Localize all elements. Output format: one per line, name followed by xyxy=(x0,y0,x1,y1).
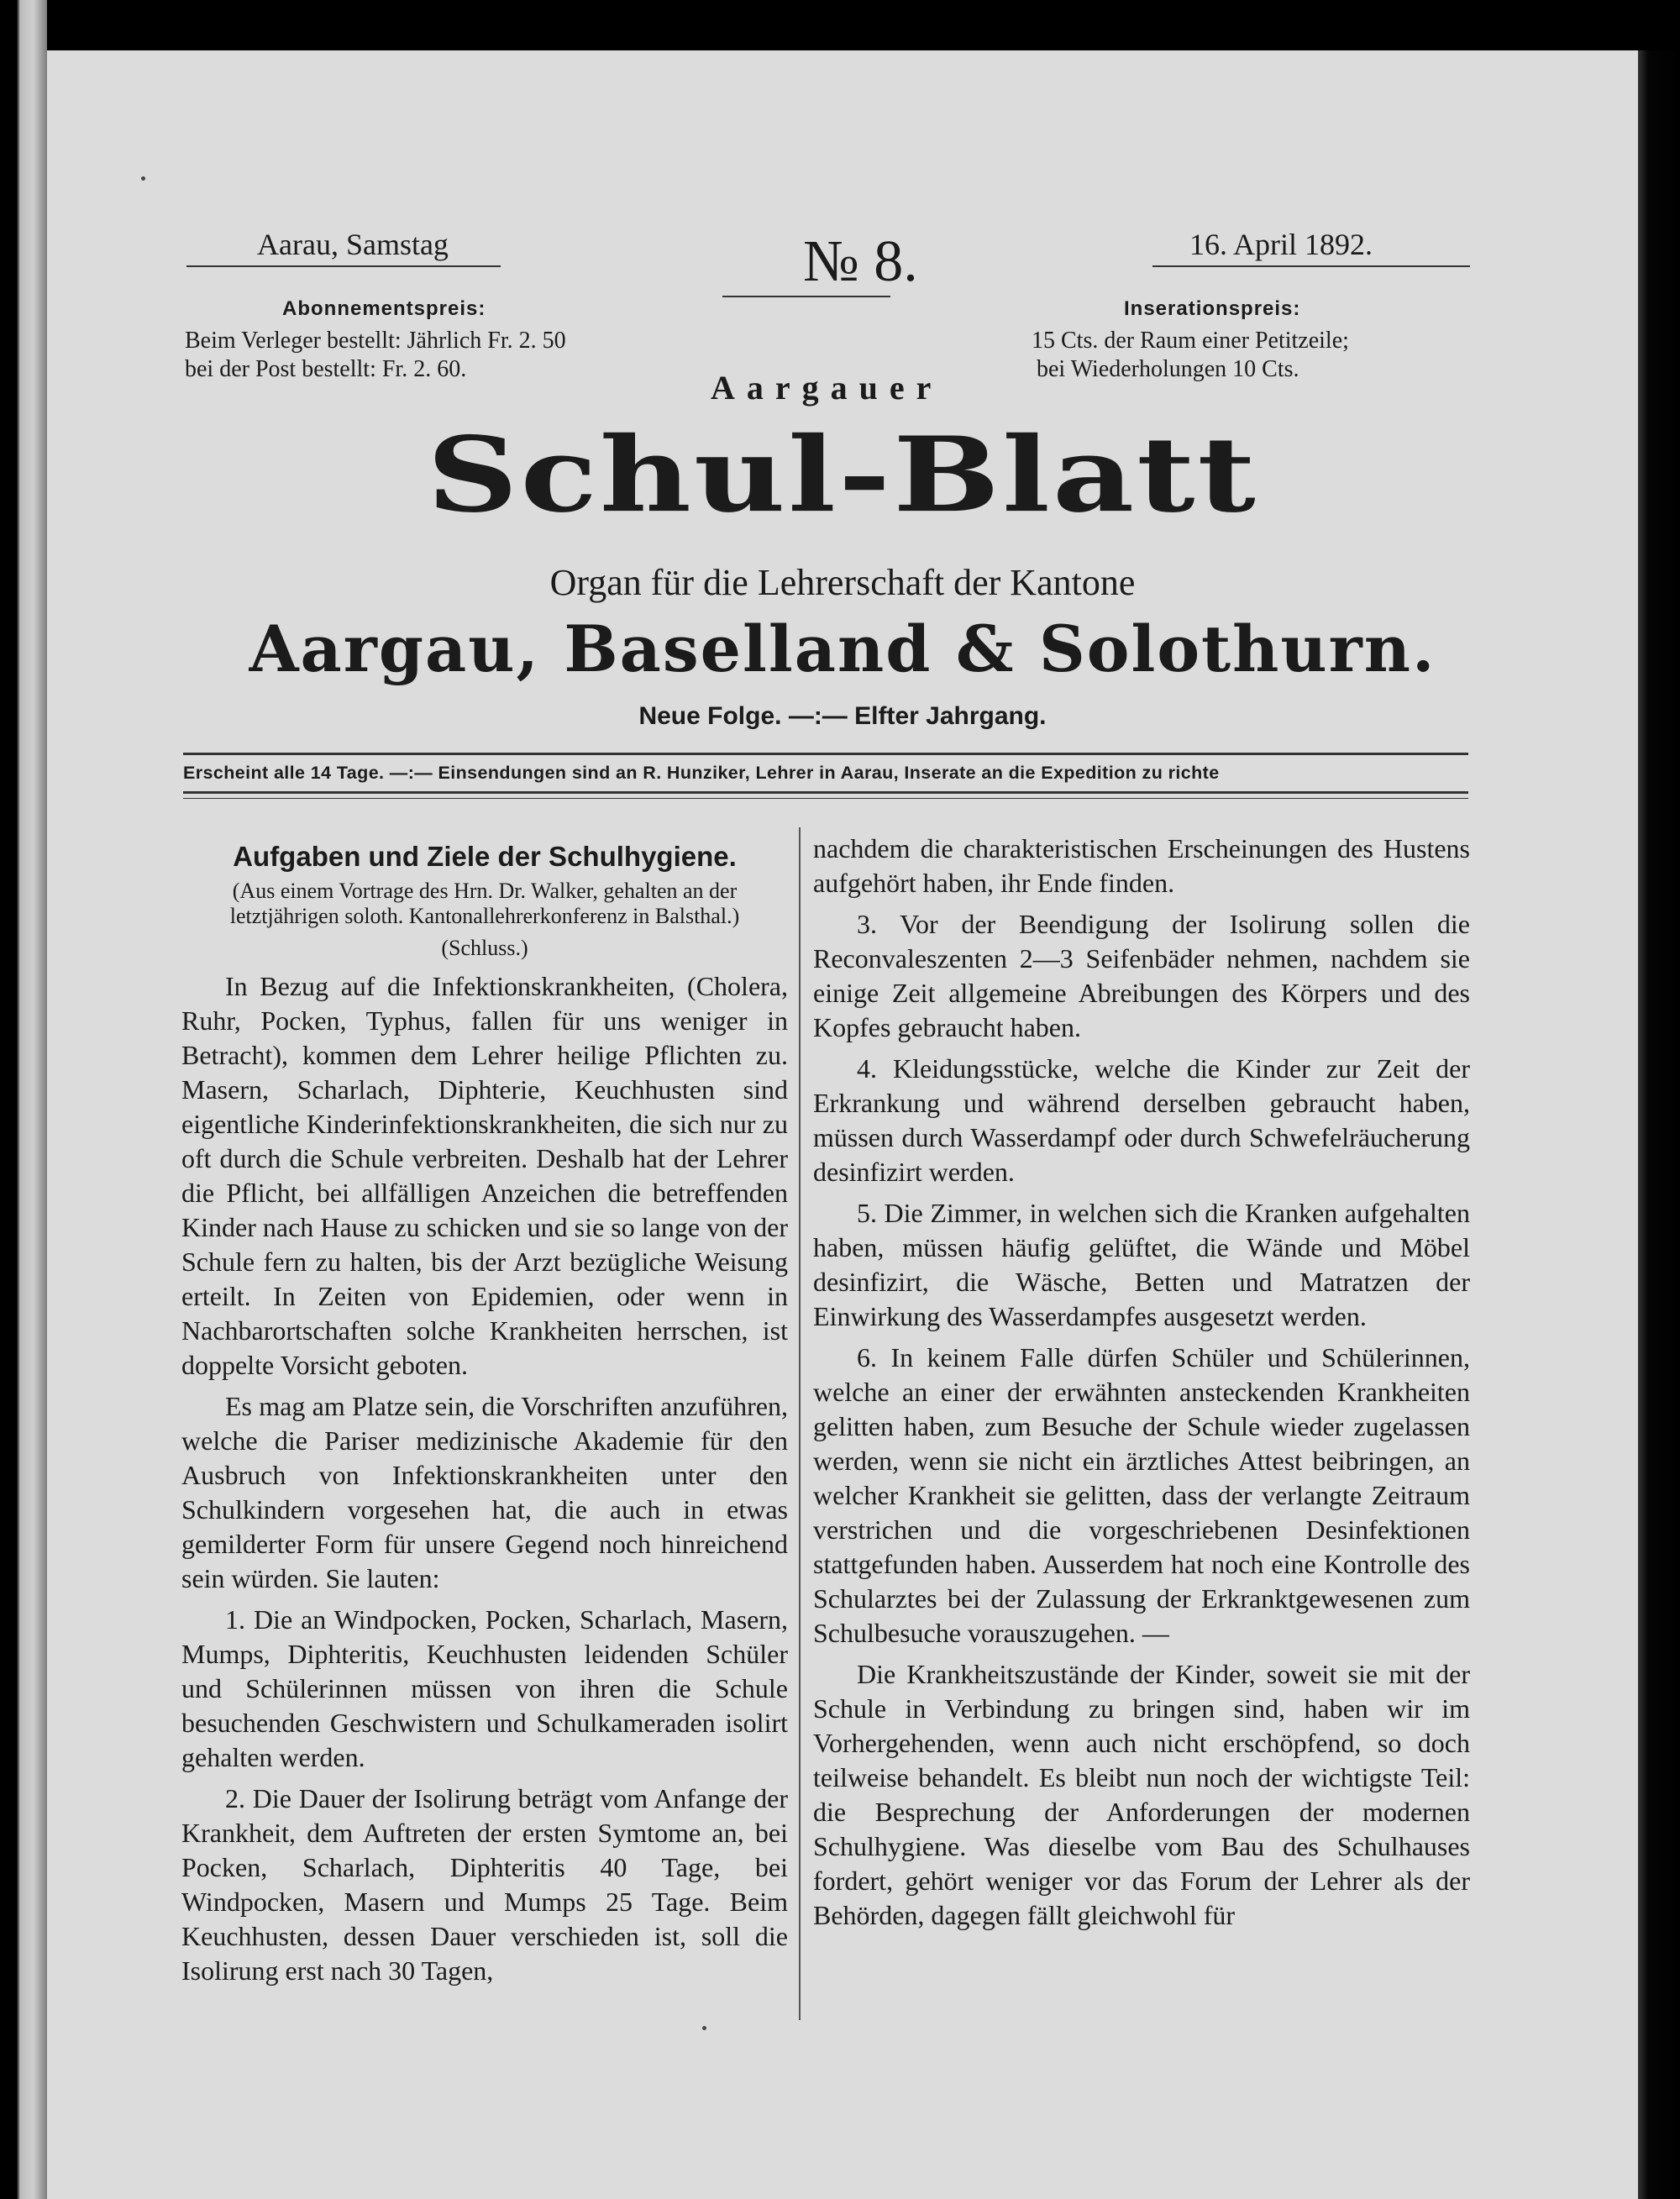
print-speck xyxy=(702,2026,706,2030)
page-edge-shadow xyxy=(1638,50,1680,2199)
article-paragraph: 5. Die Zimmer, in welchen sich die Kranken aufgehalten haben, müssen häufig gelüftet, die Wände und Möbel desinfizirt, die Wäsche, Betten und Matratzen der Einwirkung des Wasserdampfes ausgesetzt werden. xyxy=(813,1198,1470,1331)
subscription-block xyxy=(185,297,655,383)
print-speck xyxy=(141,176,145,181)
article-paragraph: Die Krankheitszustände der Kinder, soweit sie mit der Schule in Verbindung zu bringen sind, haben wir im Vorhergehenden, wenn auch nicht erschöpfend, so doch teilweise behandelt. Es bleibt nun noch der wichtigste Teil: die Besprechung der Anforderungen der modernen Schulhygiene. Was dieselbe vom Bau des Schulhauses fordert, gehört weniger vor das Forum der Lehrer als der Behörden, dagegen fällt gleichwohl für xyxy=(813,1659,1470,1930)
article-paragraph: Es mag am Platze sein, die Vorschriften anzuführen, welche die Pariser medizinische Akademie für den Ausbruch von Infektionskrankheiten unter den Schulkindern vorgesehen hat, die auch in etwas gemilderter Form für unsere Gegend noch hinreichend sein würden. Sie lauten: xyxy=(181,1391,788,1593)
issue-number: № 8. xyxy=(803,229,918,294)
article-left-column xyxy=(181,838,788,1988)
article-subtitle: (Aus einem Vortrage des Hrn. Dr. Walker, gehalten an der letztjährigen soloth. Kantonallehrerkonferenz in Balsthal.) xyxy=(229,879,740,928)
article-paragraph: 2. Die Dauer der Isolirung beträgt vom Anfange der Krankheit, dem Auftreten der ersten Symtome an, bei Pocken, Scharlach, Diphteritis 40 Tage, bei Windpocken, Masern und Mumps 25 Tage. Beim Keuchhusten, dessen Dauer verschieden ist, soll die Isolirung erst nach 30 Tagen, xyxy=(181,1783,788,1986)
advertising-line-1: 15 Cts. der Raum einer Petitzeile; xyxy=(1032,328,1349,354)
article-paragraph: 4. Kleidungsstücke, welche die Kinder zur Zeit der Erkrankung und während derselben gebraucht haben, müssen durch Wasserdampf oder durch Schwefelräucherung desinfizirt werden. xyxy=(813,1053,1470,1187)
column-divider xyxy=(799,827,801,2020)
article-paragraph: In Bezug auf die Infektionskrankheiten, (Cholera, Ruhr, Pocken, Typhus, fallen für uns weniger in Betracht), kommen dem Lehrer heilige Pflichten zu. Masern, Scharlach, Diphterie, Keuchhusten sind eigentliche Kinderinfektionskrankheiten, die sich nur zu oft durch die Schule verbreiten. Deshalb hat der Lehrer die Pflicht, bei allfälligen Anzeichen die betreffenden Kinder nach Hause zu schicken und sie so lange von der Schule fern zu halten, bis der Arzt bezügliche Weisung erteilt. In Zeiten von Epidemien, oder wenn in Nachbarortschaften solche Krankheiten herrschen, ist doppelte Vorsicht geboten. xyxy=(181,971,788,1380)
newspaper-page xyxy=(47,50,1638,2199)
issue-rule xyxy=(722,296,890,297)
subscription-line-2: bei der Post bestellt: Fr. 2. 60. xyxy=(185,356,467,382)
masthead-region: Aargau, Baselland & Solothurn. xyxy=(249,611,1436,686)
notice-rule-thin xyxy=(183,798,1468,799)
article-right-column xyxy=(813,832,1470,1933)
publication-notice: Erscheint alle 14 Tage. —:— Einsendungen sind an R. Hunziker, Lehrer in Aarau, Inserate an die Expedition zu richte xyxy=(183,763,1220,783)
notice-rule-bottom xyxy=(183,791,1468,794)
advertising-line-2: bei Wiederholungen 10 Cts. xyxy=(1037,356,1299,382)
article-paragraph: nachdem die charakteristischen Erscheinungen des Hustens aufgehört haben, ihr Ende finden. xyxy=(813,833,1470,898)
date-right: 16. April 1892. xyxy=(1189,228,1373,261)
subscription-heading: Abonnementspreis: xyxy=(282,297,486,320)
masthead-organ: Organ für die Lehrerschaft der Kantone xyxy=(549,562,1136,603)
book-gutter xyxy=(0,0,47,2199)
subscription-line-1: Beim Verleger bestellt: Jährlich Fr. 2. 50 xyxy=(185,328,566,354)
article-paragraph: 6. In keinem Falle dürfen Schüler und Schülerinnen, welche an einer der erwähnten ansteckenden Krankheiten gelitten haben, zum Besuche der Schule wieder zugelassen werden, wenn sie nicht ein ärztliches Attest beibringen, an welcher Krankheit sie gelitten, dass der verlangte Zeitraum verstrichen und die vorgeschriebenen Desinfektionen stattgefunden haben. Ausserdem hat noch eine Kontrolle des Schularztes bei der Zulassung der Erkranktgewesenen zum Schulbesuche vorauszugehen. — xyxy=(813,1342,1470,1648)
article-paragraph: 3. Vor der Beendigung der Isolirung sollen die Reconvaleszenten 2—3 Seifenbäder nehmen, nachdem sie einige Zeit allgemeine Abreibungen des Körpers und des Kopfes gebraucht haben. xyxy=(813,909,1470,1042)
date-left-rule xyxy=(186,265,501,267)
article-note: (Schluss.) xyxy=(441,936,528,960)
date-right-rule xyxy=(1152,265,1470,267)
article-paragraph: 1. Die an Windpocken, Pocken, Scharlach, Masern, Mumps, Diphteritis, Keuchhusten leidenden Schüler und Schülerinnen müssen von ihren die Schule besuchenden Geschwistern und Schulkameraden isolirt gehalten werden. xyxy=(181,1604,788,1772)
masthead-pretitle: Aargauer xyxy=(711,369,943,407)
date-left: Aarau, Samstag xyxy=(257,228,449,261)
advertising-heading: Inserationspreis: xyxy=(1124,297,1301,320)
advertising-block xyxy=(1032,297,1477,383)
masthead-series: Neue Folge. —:— Elfter Jahrgang. xyxy=(638,702,1047,730)
article-title: Aufgaben und Ziele der Schulhygiene. xyxy=(233,841,737,872)
masthead-title: Schul-Blatt xyxy=(427,414,1258,536)
notice-rule-top xyxy=(183,753,1468,755)
